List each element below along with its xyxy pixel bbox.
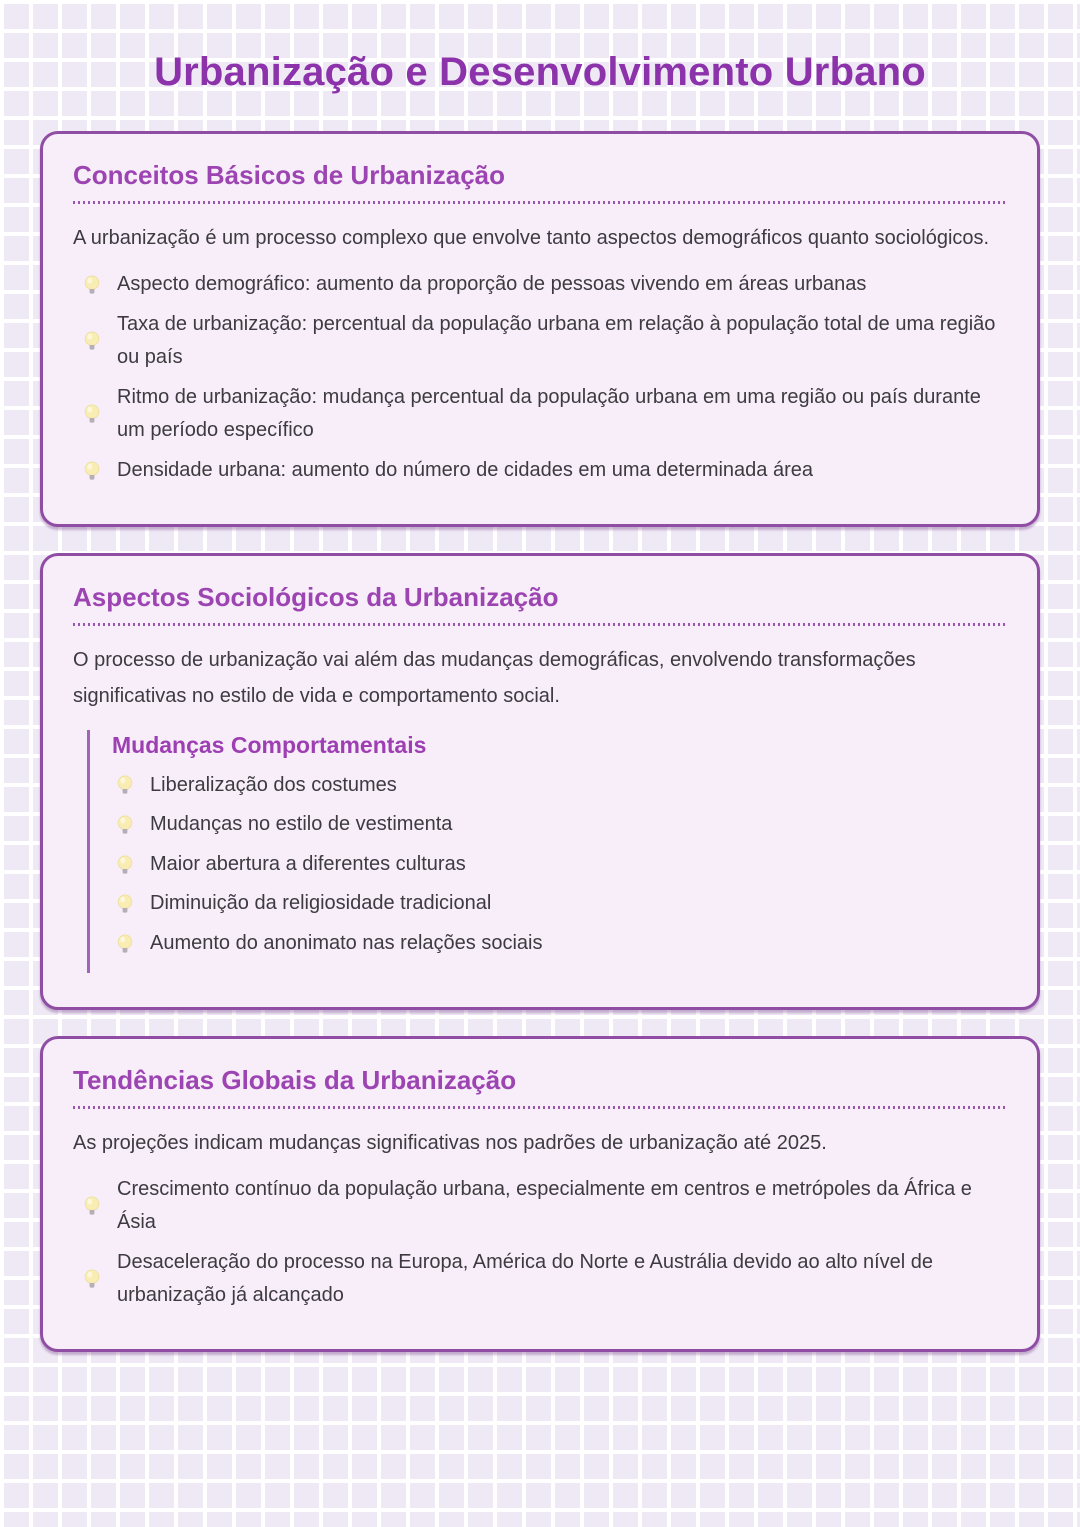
lightbulb-icon: [114, 893, 136, 915]
bullet-text: Taxa de urbanização: percentual da população urbana em relação à população total de uma região ou país: [117, 312, 996, 369]
card-intro: A urbanização é um processo complexo que envolve tanto aspectos demográficos quanto sociológicos.: [73, 227, 990, 249]
card-title: Conceitos Básicos de Urbanização: [73, 160, 506, 190]
list-item: [81, 1173, 1007, 1240]
lightbulb-icon: [114, 814, 136, 836]
bullet-text: Aumento do anonimato nas relações sociais: [150, 931, 543, 954]
bullet-text: Diminuição da religiosidade tradicional: [150, 892, 492, 915]
bullet-text: Crescimento contínuo da população urbana, especialmente em centros e metrópoles da África e Ásia: [117, 1177, 972, 1234]
card-aspectos-sociologicos: [40, 553, 1040, 1010]
lightbulb-icon: [81, 1195, 103, 1217]
list-item: [81, 454, 1007, 488]
bullet-text: Liberalização dos costumes: [150, 773, 397, 796]
list-item: [114, 848, 1007, 882]
list-item: [81, 268, 1007, 302]
bullet-text: Maior abertura a diferentes culturas: [150, 852, 466, 875]
subsection-mudancas-comportamentais: [87, 730, 1007, 973]
dotted-divider: [73, 1106, 1007, 1109]
bullet-text: Ritmo de urbanização: mudança percentual da população urbana em uma região ou país durante um período específico: [117, 385, 981, 442]
card-title: Aspectos Sociológicos da Urbanização: [73, 581, 559, 612]
lightbulb-icon: [114, 854, 136, 876]
list-item: [114, 887, 1007, 921]
lightbulb-icon: [114, 933, 136, 955]
lightbulb-icon: [81, 274, 103, 296]
lightbulb-icon: [114, 774, 136, 796]
lightbulb-icon: [81, 403, 103, 425]
dotted-divider: [73, 201, 1007, 204]
card-conceitos-basicos: [40, 131, 1040, 527]
card-intro: As projeções indicam mudanças significativas nos padrões de urbanização até 2025.: [73, 1131, 827, 1154]
bullet-text: Desaceleração do processo na Europa, América do Norte e Austrália devido ao alto nível de urbanização já alcançado: [117, 1250, 934, 1307]
bullet-list: [73, 1173, 1007, 1313]
lightbulb-icon: [81, 330, 103, 352]
bullet-list: [73, 268, 1007, 488]
dotted-divider: [73, 623, 1007, 626]
bullet-text: Aspecto demográfico: aumento da proporção de pessoas vivendo em áreas urbanas: [117, 273, 867, 295]
list-item: [114, 769, 1007, 803]
card-title: Tendências Globais da Urbanização: [73, 1064, 517, 1095]
lightbulb-icon: [81, 460, 103, 482]
list-item: [81, 308, 1007, 375]
list-item: [114, 927, 1007, 961]
bullet-text: Densidade urbana: aumento do número de cidades em uma determinada área: [117, 458, 813, 481]
bullet-list: [112, 769, 1007, 961]
bullet-text: Mudanças no estilo de vestimenta: [150, 813, 453, 836]
card-tendencias-globais: [40, 1036, 1040, 1352]
card-intro: O processo de urbanização vai além das mudanças demográficas, envolvendo transformações significativas no estilo de vida e comportamento social.: [73, 648, 916, 707]
list-item: [114, 808, 1007, 842]
list-item: [81, 1246, 1007, 1313]
page-title: Urbanização e Desenvolvimento Urbano: [154, 50, 926, 94]
subsection-title: Mudanças Comportamentais: [112, 731, 427, 758]
lightbulb-icon: [81, 1268, 103, 1290]
list-item: [81, 381, 1007, 448]
